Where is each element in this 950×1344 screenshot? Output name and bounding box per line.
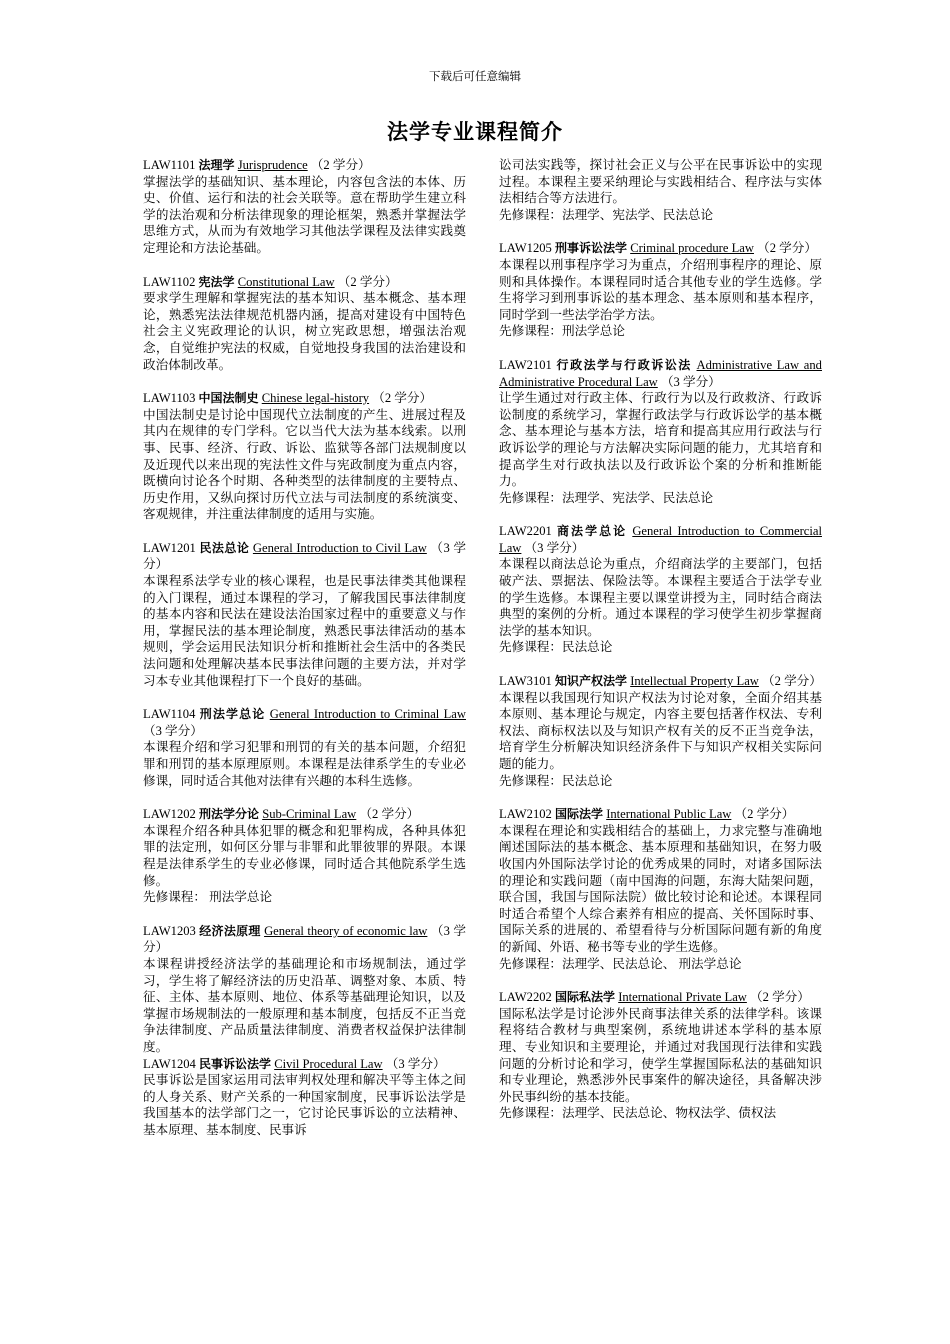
- course-heading: [499, 523, 822, 556]
- course-description: 民事诉讼是国家运用司法审判权处理和解决平等主体之间的人身关系、财产关系的一种国家制度，民事诉讼法学是我国基本的法学部门之一，它讨论民事诉讼的立法精神、基本原理、基本制度、民事诉: [143, 1073, 466, 1137]
- course-prerequisites: 先修课程：法理学、民法总论、 刑法学总论: [499, 956, 742, 971]
- course-law1202: [143, 806, 466, 906]
- course-cn-name: 经济法原理: [199, 923, 261, 938]
- course-credits: （3 学分）: [524, 540, 585, 555]
- course-code: LAW2202: [499, 990, 552, 1005]
- course-credits: （3 学分）: [385, 1056, 446, 1071]
- course-code: LAW1202: [143, 807, 196, 822]
- course-law1204: [143, 1056, 466, 1139]
- course-description: 讼司法实践等，探讨社会正义与公平在民事诉讼中的实现过程。本课程主要采纳理论与实践相结合、程序法与实体法相结合等方法进行。: [499, 158, 822, 206]
- right-column: [499, 157, 822, 1122]
- page-header-note: 下载后可任意编辑: [429, 71, 521, 83]
- course-en-name: Intellectual Property Law: [630, 674, 759, 689]
- course-law1205: [499, 240, 822, 340]
- course-law1103: [143, 390, 466, 523]
- course-heading: [499, 357, 822, 390]
- course-prerequisites: 先修课程：法理学、宪法学、民法总论: [499, 207, 714, 222]
- course-cn-name: 商法学总论: [557, 524, 628, 539]
- course-code: LAW2201: [499, 524, 552, 539]
- course-code: LAW2101: [499, 357, 552, 372]
- course-code: LAW1203: [143, 923, 196, 938]
- course-description: 国际私法学是讨论涉外民商事法律关系的法律学科。该课程将结合教材与典型案例，系统地讲述本学科的基本原理、专业知识和主要理论，并通过对我国现行法律和实践问题的分析讨论和学习，使学生掌握国际私法的基础知识和专业理论，熟悉涉外民事案件的解决途径，具备解决涉外民事纠纷的基本技能。: [499, 1006, 822, 1104]
- course-description: 本课程讲授经济法学的基础理论和市场规制法，通过学习，学生将了解经济法的历史沿革、调整对象、本质、特征、主体、基本原则、地位、体系等基础理论知识，以及掌握市场规制法的一般原理和基本制度，包括反不正当竞争法律制度、产品质量法律制度、消费者权益保护法律制度。: [143, 956, 466, 1054]
- course-law2102: [499, 806, 822, 972]
- course-cn-name: 国际法学: [555, 807, 604, 822]
- course-heading: [143, 1056, 466, 1073]
- course-heading: [143, 157, 466, 174]
- course-code: LAW2102: [499, 807, 552, 822]
- course-code: LAW1101: [143, 158, 196, 172]
- course-heading: [143, 806, 466, 823]
- document-title: 法学专业课程简介: [387, 120, 563, 144]
- course-law1104: [143, 706, 466, 789]
- course-description: 本课程介绍和学习犯罪和刑罚的有关的基本问题，介绍犯罪和刑罚的基本原理原则。本课程是法律系学生的专业必修课，同时适合其他对法律有兴趣的本科生选修。: [143, 740, 466, 788]
- course-cn-name: 刑法学分论: [199, 807, 260, 822]
- course-en-name: General Introduction to Criminal Law: [269, 707, 466, 722]
- course-en-name: International Private Law: [618, 990, 747, 1005]
- course-cn-name: 刑法学总论: [199, 707, 266, 722]
- course-heading: [499, 989, 822, 1006]
- course-heading: [143, 274, 466, 291]
- course-credits: （2 学分）: [359, 807, 420, 822]
- course-heading: [143, 706, 466, 739]
- course-en-name: General theory of economic law: [264, 923, 428, 938]
- course-prerequisites: 先修课程：刑法学总论: [499, 324, 625, 339]
- course-cn-name: 民法总论: [199, 540, 250, 555]
- course-code: LAW1102: [143, 274, 196, 289]
- course-credits: （2 学分）: [757, 241, 817, 256]
- course-heading: [499, 240, 822, 257]
- course-credits: （2 学分）: [750, 990, 810, 1005]
- course-en-name: Criminal procedure Law: [630, 241, 754, 256]
- course-en-name: Civil Procedural Law: [274, 1056, 383, 1071]
- left-column: [143, 157, 466, 1138]
- course-description: 本课程在理论和实践相结合的基础上，力求完整与准确地阐述国际法的基本概念、基本原理和基础知识，在努力吸收国内外国际法学讨论的优秀成果的同时，对诸多国际法的理论和实践问题（南中国海的问题，东海大陆架问题，联合国，我国与国际法院）做比较讨论和论述。本课程同时适合希望个人综合素养有相应的提高、关怀国际时事、国际关系的进展的、希望看待与分析国际问题有新的角度的新闻、外语、秘书等专业的学生选修。: [499, 823, 822, 954]
- course-prerequisites: 先修课程：民法总论: [499, 773, 613, 788]
- course-law1201: [143, 540, 466, 689]
- course-code: LAW1201: [143, 540, 196, 555]
- course-credits: （3 学分）: [143, 540, 466, 572]
- course-law1101: [143, 157, 466, 257]
- course-description: 掌握法学的基础知识、基本理论，内容包含法的本体、历史、价值、运行和法的社会关联等。意在帮助学生建立科学的法治观和分析法律现象的理论框架，熟悉并掌握法学思维方式，从而为有效地学习其他法学课程及法律实践奠定理论和方法论基础。: [143, 174, 466, 255]
- course-heading: [143, 540, 466, 573]
- course-credits: （3 学分）: [143, 723, 203, 738]
- course-credits: （2 学分）: [372, 391, 433, 406]
- course-prerequisites: 先修课程：法理学、宪法学、民法总论: [499, 490, 714, 505]
- course-cn-name: 法理学: [198, 158, 235, 172]
- course-credits: （2 学分）: [762, 674, 822, 689]
- course-heading: [143, 390, 466, 407]
- course-description: 本课程以商法总论为重点，介绍商法学的主要部门，包括破产法、票据法、保险法等。本课程主要适合于法学专业的学生选修。本课程主要以课堂讲授为主，同时结合商法典型的案例的分析。通过本课程的学习使学生初步掌握商法学的基本知识。: [499, 557, 822, 638]
- course-credits: （2 学分）: [734, 807, 795, 822]
- course-code: LAW1204: [143, 1056, 196, 1071]
- course-cn-name: 宪法学: [198, 274, 235, 289]
- course-cn-name: 刑事诉讼法学: [555, 241, 628, 256]
- course-credits: （2 学分）: [310, 158, 371, 172]
- course-en-name: General Introduction to Commercial Law: [499, 524, 822, 555]
- course-law3101: [499, 673, 822, 789]
- course-prerequisites: 先修课程：民法总论: [499, 640, 613, 655]
- course-cn-name: 中国法制史: [198, 391, 259, 406]
- course-en-name: Jurisprudence: [237, 158, 308, 172]
- course-credits: （2 学分）: [337, 274, 398, 289]
- course-heading: [499, 673, 822, 690]
- course-prerequisites: 先修课程：法理学、民法总论、物权法学、债权法: [499, 1106, 777, 1121]
- course-code: LAW3101: [499, 674, 552, 689]
- course-credits: （3 学分）: [143, 923, 466, 955]
- course-law2101: [499, 357, 822, 506]
- course-prerequisites: 先修课程： 刑法学总论: [143, 890, 273, 905]
- course-en-name: Sub-Criminal Law: [262, 807, 357, 822]
- course-law1204-continued: [499, 157, 822, 223]
- course-code: LAW1103: [143, 391, 196, 406]
- course-en-name: Chinese legal-history: [261, 391, 370, 406]
- course-law2202: [499, 989, 822, 1122]
- course-en-name: Constitutional Law: [237, 274, 335, 289]
- course-en-name: International Public Law: [606, 807, 732, 822]
- course-cn-name: 知识产权法学: [555, 674, 628, 689]
- course-description: 本课程以刑事程序学习为重点，介绍刑事程序的理论、原则和具体操作。本课程同时适合其他专业的学生选修。学生将学习到刑事诉讼的基本理念、基本原则和基本程序，同时学到一些法学治学方法。: [499, 257, 822, 322]
- course-law2201: [499, 523, 822, 656]
- course-description: 要求学生理解和掌握宪法的基本知识、基本概念、基本理论，熟悉宪法法律规范机器内涵，提高对建设有中国特色社会主义宪政理论的认识，树立宪政思想，增强法治观念，自觉维护宪法的权威，自觉地投身我国的法治建设和政治体制改革。: [143, 291, 466, 372]
- course-description: 让学生通过对行政主体、行政行为以及行政救济、行政诉讼制度的系统学习，掌握行政法学与行政诉讼学的基本概念、基本理论与基本方法，培育和提高其应用行政法与行政诉讼学的理论与方法解决实际问题的能力，尤其培育和提高学生对行政执法以及行政诉讼个案的分析和推断能力。: [499, 391, 822, 489]
- course-cn-name: 行政法学与行政诉讼法: [556, 357, 692, 372]
- course-en-name: General Introduction to Civil Law: [252, 540, 427, 555]
- course-code: LAW1104: [143, 707, 196, 722]
- course-cn-name: 民事诉讼法学: [199, 1056, 272, 1071]
- course-law1203: [143, 923, 466, 1056]
- course-description: 本课程系法学专业的核心课程，也是民事法律类其他课程的入门课程，通过本课程的学习，了解我国民事法律制度的基本内容和民法在建设法治国家过程中的重要意义与作用，掌握民法的基本理论制度，熟悉民事法律活动的基本规则，学会运用民法知识分析和推断社会生活中的各类民法问题和处理解决基本民事法律问题的主要方法，并对学习本专业其他课程打下一个良好的基础。: [143, 574, 466, 688]
- course-heading: [143, 923, 466, 956]
- course-credits: （3 学分）: [660, 374, 721, 389]
- course-code: LAW1205: [499, 241, 552, 256]
- course-description: 中国法制史是讨论中国现代立法制度的产生、进展过程及其内在规律的专门学科。它以当代大法为基本线索。以刑事、民事、经济、行政、诉讼、监狱等各部门法规制度以及近现代以来出现的宪法性文件与宪政制度为重点内容，既横向讨论各个时期、各种类型的法律制度的主要特点、历史作用，又纵向探讨历代立法与司法制度的系统演变、客观规律，并注重法律制度的适用与实施。: [143, 407, 466, 522]
- course-heading: [499, 806, 822, 823]
- course-en-name: Administrative Law and Administrative Procedural Law: [499, 357, 822, 389]
- course-description: 本课程以我国现行知识产权法为讨论对象，全面介绍其基本原则、基本理论与规定，内容主要包括著作权法、专利权法、商标权法以及与知识产权有关的反不正当竞争法，培育学生分析解决知识经济条件下与知识产权相关实际问题的能力。: [499, 690, 822, 771]
- course-cn-name: 国际私法学: [555, 990, 616, 1005]
- course-description: 本课程介绍各种具体犯罪的概念和犯罪构成，各种具体犯罪的法定刑，如何区分罪与非罪和此罪彼罪的界限。本课程是法律系学生的专业必修课，同时适合其他院系学生选修。: [143, 823, 466, 888]
- course-law1102: [143, 274, 466, 374]
